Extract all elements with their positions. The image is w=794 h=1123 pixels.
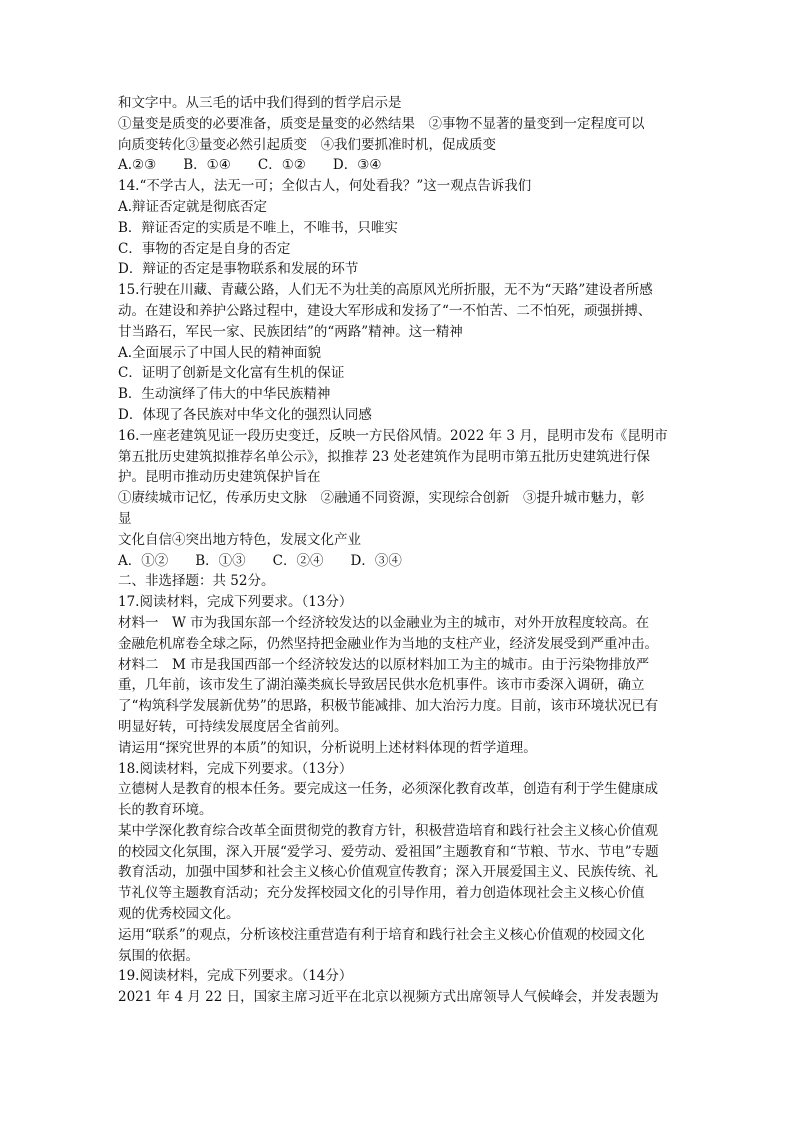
text-line: 氛围的依据。 (118, 947, 199, 964)
text-line: C．事物的否定是自身的否定 (118, 240, 291, 257)
text-line: 护。昆明市推动历史建筑保护旨在 (118, 469, 321, 486)
text-line: 材料一 W 市为我国东部一个经济较发达的以金融业为主的城市，对外开放程度较高。在 (118, 614, 650, 631)
text-line: 长的教育环境。 (118, 802, 213, 819)
text-line: 观的优秀校园文化。 (118, 906, 240, 923)
text-line: 显 (118, 510, 132, 527)
text-line: 动。在建设和养护公路过程中，建设大军形成和发扬了“一不怕苦、二不怕死，顽强拼搏、 (118, 302, 652, 319)
text-line: ①赓续城市记忆，传承历史文脉 ②融通不同资源，实现综合创新 ③提升城市魅力，彰 (118, 490, 645, 507)
text-line: 14.“不学古人，法无一可；全似古人，何处看我？”这一观点告诉我们 (118, 178, 532, 195)
text-line: 和文字中。从三毛的话中我们得到的哲学启示是 (118, 95, 402, 111)
text-line: 19.阅读材料，完成下列要求。（14分） (118, 968, 353, 985)
text-line: 二、非选择题：共 52分。 (118, 573, 275, 590)
text-line: 材料二 M 市是我国西部一个经济较发达的以原材料加工为主的城市。由于污染物排放严 (118, 656, 650, 673)
text-line: A.辩证否定就是彻底否定 (118, 198, 268, 215)
text-line: 运用“联系”的观点，分析该校注重营造有利于培育和践行社会主义核心价值观的校园文化 (118, 926, 645, 943)
text-line: 2021 年 4 月 22 日，国家主席习近平在北京以视频方式出席领导人气候峰会，并发表题为 (118, 989, 659, 1006)
text-line: 第五批历史建筑拟推荐名单公示》，拟推荐 23 处老建筑作为昆明市第五批历史建筑进行保 (118, 448, 651, 465)
document-text (118, 93, 678, 1008)
text-line: 文化自信④突出地方特色，发展文化产业 (118, 531, 361, 548)
text-line: 教育活动，加强中国梦和社会主义核心价值观宣传教育；深入开展爱国主义、民族传统、礼 (118, 864, 658, 881)
text-line: 节礼仪等主题教育活动；充分发挥校园文化的引导作用，着力创造体现社会主义核心价值 (118, 885, 645, 902)
text-line: B．生动演绎了伟大的中华民族精神 (118, 386, 331, 403)
text-line: D．体现了各民族对中华文化的强烈认同感 (118, 406, 372, 423)
text-line: B．辩证否定的实质是不唯上，不唯书，只唯实 (118, 219, 398, 236)
text-line: 向质变转化③量变必然引起质变 ④我们要抓准时机，促成质变 (118, 136, 496, 153)
text-line: 18.阅读材料，完成下列要求。（13分） (118, 760, 353, 777)
text-line: 某中学深化教育综合改革全面贯彻党的教育方针，积极营造培育和践行社会主义核心价值观 (118, 822, 658, 839)
text-line: D．辩证的否定是事物联系和发展的环节 (118, 261, 359, 278)
text-line: 17.阅读材料，完成下列要求。（13分） (118, 594, 353, 611)
text-line: 的校园文化氛围，深入开展“爱学习、爱劳动、爱祖国”主题教育和“节粮、节水、节电”专题 (118, 843, 659, 860)
text-line: 请运用“探究世界的本质”的知识，分析说明上述材料体现的哲学道理。 (118, 739, 537, 756)
text-line: 了“构筑科学发展新优势”的思路，积极节能减排、加大治污力度。目前，该市环境状况已有 (118, 698, 659, 715)
text-line: C．证明了创新是文化富有生机的保证 (118, 365, 345, 382)
text-line: ①量变是质变的必要准备，质变是量变的必然结果 ②事物不显著的量变到一定程度可以 (118, 115, 645, 132)
text-line: 金融危机席卷全球之际，仍然坚持把金融业作为当地的支柱产业，经济发展受到严重冲击。 (118, 635, 658, 652)
text-line: 重，几年前，该市发生了湖泊藻类疯长导致居民供水危机事件。该市市委深入调研，确立 (118, 677, 645, 694)
text-line: 明显好转，可持续发展度居全省前列。 (118, 718, 348, 735)
text-line: 甘当路石，军民一家、民族团结”的“两路”精神。这一精神 (118, 323, 463, 340)
text-line: A.全面展示了中国人民的精神面貌 (118, 344, 322, 361)
text-line: A.②③ B．①④ C．①② D．③④ (118, 157, 382, 174)
text-line: 立德树人是教育的根本任务。要完成这一任务，必须深化教育改革，创造有利于学生健康成 (118, 781, 658, 798)
text-line: 15.行驶在川藏、青藏公路，人们无不为壮美的高原风光所折服，无不为“天路”建设者所感 (118, 282, 653, 299)
text-line: 16.一座老建筑见证一段历史变迁，反映一方民俗风情。2022 年 3 月，昆明市发布《昆明市 (118, 427, 668, 444)
text-line: A．①② B．①③ C．②④ D．③④ (118, 552, 402, 569)
